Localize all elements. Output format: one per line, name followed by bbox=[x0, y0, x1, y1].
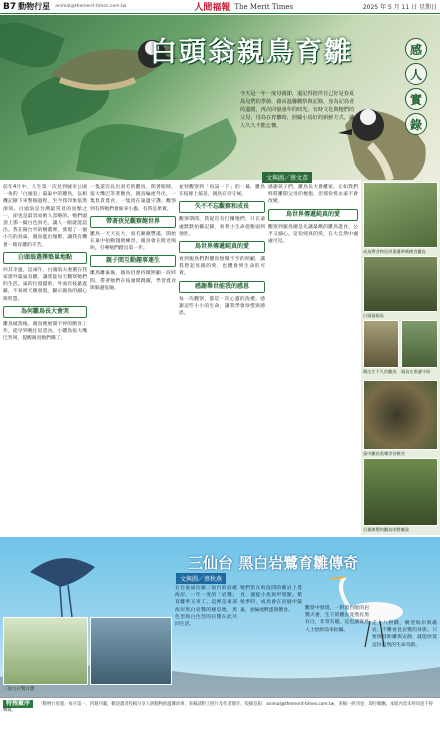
article-text: 觀察期間，我從沒有打擾牠們，只在遠處默默拍攝記錄，看著小生命從脆弱到強壯。 bbox=[179, 217, 265, 237]
subheading: 鳥世界傳遞純真的愛 bbox=[179, 241, 265, 253]
hero-title: 白頭翁親鳥育雛 bbox=[150, 37, 353, 68]
photo-parent-bird bbox=[363, 256, 438, 312]
article-text: 感謝孩子們，雛鳥長大會離家，正如我們終將離開父母的懷抱，但那份愛永遠不會改變。 bbox=[268, 185, 358, 205]
photo-hatchling bbox=[363, 320, 399, 368]
article-text: 看到親鳥們對雛鳥無微不至的照顧，讓我想起母親的愛，也體會到生命的可貴。 bbox=[179, 257, 265, 277]
article-text: 每一次觀察，都是一次心靈的洗禮。感謝這些小小的生命，讓我學會珍惜與感恩。 bbox=[179, 296, 265, 317]
section-email[interactable]: animal@themerit-times.com.tw bbox=[55, 4, 127, 9]
article-text: 雛鳥離巢後，親鳥仍會持續照顧一段時間，帶著牠們在枝頭間跳躍，學習覓食與躲避危險。 bbox=[90, 271, 176, 291]
page-footer bbox=[0, 697, 440, 735]
article-text: 前年4月中，人生第一次見到城市公園一角的「白頭翁」築巢中的雛鳥，以相機記錄下來整個過程，至今我印象依然深刻。白頭翁是台灣最常見的鳥類之一，卻也是最容易被人忽略的。牠們頭頂上那一撮白色羽毛，讓人一眼就能認出。我在陽台外的樹叢裡，發現了一個小巧的鳥巢，親鳥進出頻繁，讓我有機會一睹育雛的辛苦。 bbox=[3, 185, 87, 248]
subheading: 帶著孩兒觀察飽世界 bbox=[90, 216, 176, 228]
article2-title: 三仙台 黑白岩鷺育雛傳奇 bbox=[188, 554, 359, 572]
subheading: 感謝舉世能我的感恩 bbox=[179, 281, 265, 293]
section-number: B7 bbox=[3, 1, 17, 12]
article2-column-1 bbox=[175, 585, 237, 693]
article-text: 何其幸運，這兩年，白頭翁夫妻選在我家窗外築巢育雛，讓我能每天觀察牠們的生活。巢的位置隱密，外面有枝葉遮蔽，不易被天敵發現，顯示親鳥的細心與智慧。 bbox=[3, 267, 87, 302]
article-text: 一隻還沒長出羽毛的雛鳥，閉著眼睛，張大嘴巴等著餵食。親鳥輪流外出，一隻負責覓食，一隻留在巢邊守護。觀察到有時牠們會銜來小蟲，有時是果實。 bbox=[90, 185, 176, 212]
photo-heron-nest-2 bbox=[90, 617, 172, 685]
photo-fledgling bbox=[363, 458, 438, 526]
article2-column-3 bbox=[305, 605, 369, 693]
article2-column-4 bbox=[372, 620, 437, 693]
article1-column-4 bbox=[268, 184, 358, 536]
page-header bbox=[0, 0, 440, 14]
subheading: 鳥世界傳遞純真的愛 bbox=[268, 209, 358, 221]
photo-caption: 三仙台岩鷺育雛 bbox=[3, 687, 35, 692]
article-text: 雛鳥一天天長大，羽毛漸漸豐滿，開始在巢中拍動翅膀練習。親鳥會在附近鳴叫，引導牠們踏出第一步。 bbox=[90, 231, 176, 252]
subheading: 白頭翁選擇築巢地點 bbox=[3, 252, 87, 264]
hero-intro: 今天是一年一度母親節，還記得陪伴自己好是春夏鳥兒們的季節，藉由溫馨觀察與記錄，身為記鳥者的溫暖，再次回憶童年的時光。有時文化與牠們的父母，母鳥在育雛時，照顧小鳥好的新鮮方式，讓人久久不能忘懷。 bbox=[240, 91, 355, 129]
section-name: 動物行星 bbox=[18, 2, 51, 11]
badge-char-2: 人 bbox=[405, 63, 427, 85]
photo-parent-feeding bbox=[363, 182, 438, 248]
subheading: 為何雛鳥長大會哭 bbox=[3, 306, 87, 318]
badge-char-1: 感 bbox=[405, 38, 427, 60]
badge-char-3: 實 bbox=[405, 88, 427, 110]
photo-sidebar bbox=[361, 180, 440, 535]
article2-column-2 bbox=[240, 585, 302, 693]
article-text: 觀察到親鳥總是先讓最餓的雛鳥進食，公平又細心。這份純真的愛，在大自然中處處可見。 bbox=[268, 224, 358, 245]
footer-tag: 特搜廠序 bbox=[3, 700, 33, 708]
article2-author: 文與圖／蔡秋燕 bbox=[176, 573, 226, 584]
article1-column-3 bbox=[179, 184, 265, 536]
article-text: 雛鳥破殼後，親鳥便展開不停的餵食工作，從早到晚往返覓食。小雛鳥張大嘴巴哭叫，提醒親鳥牠們餓了。 bbox=[3, 321, 87, 342]
photo-caption: 親鳥在巢邊守候 bbox=[401, 369, 431, 374]
footer-text: 「動物行星版」每月第一、四週刊載，歡迎讀者投稿分享人與動物的溫馨故事，來稿請附上照片及作者簡介。投稿信箱：animal@themerit-times.com.tw，來稿一經刊登，即付稿酬。本版內容未經同意不得轉載。 bbox=[3, 702, 433, 713]
article-text: 觀察中發現，一對黑白配的岩鷺夫妻，生下的雛鳥竟然有黑有白，非常有趣。這也讓賞鳥人士紛紛前來拍攝。 bbox=[305, 606, 369, 633]
newspaper-logo: 人間福報 bbox=[194, 3, 231, 13]
photo-caption: 羽翼漸豐的雛鳥即將離巢 bbox=[363, 527, 410, 532]
newspaper-logo-en: The Merit Times bbox=[234, 2, 294, 11]
photo-caption: 白頭翁親鳥 bbox=[363, 313, 384, 318]
photo-nestlings bbox=[363, 380, 438, 450]
issue-date: 2025 年 5 月 11 日 星期日 bbox=[362, 4, 437, 11]
photo-caption: 剛出生不久的雛鳥 bbox=[363, 369, 397, 374]
article-text: 牠們常在海浪間的礁岩上覓食，捕捉小魚與甲殼類。繁殖季時，成鳥會在岩縫中築巢，並輪流孵蛋與餵食。 bbox=[240, 586, 302, 613]
photo-caption: 巢中雛鳥張嘴等待餵食 bbox=[363, 451, 405, 456]
article-text: 在台東成功鎮三仙台的岩礁海岸，一年一度的「岩鷺」育雛季又來了。這裡是東部海岸黑白岩鷺的棲息地，黑色型與白色型的岩鷺在此共同生活。 bbox=[175, 586, 237, 628]
badge-char-4: 錄 bbox=[405, 113, 427, 135]
subheading: 失不不忘觀察和成長 bbox=[179, 201, 265, 213]
photo-caption: 成鳥帶食物回到巢邊準備餵食雛鳥 bbox=[363, 249, 426, 254]
article1-column-1 bbox=[3, 184, 87, 536]
photo-parent-guarding bbox=[401, 320, 438, 368]
article-text: 並特觀察到「再試一下」的一幕，雛鳥在枝條上搖晃，親鳥在旁守候。 bbox=[179, 185, 265, 198]
subheading: 親子間互動趣事連生 bbox=[90, 255, 176, 267]
photo-heron-nest-1 bbox=[3, 617, 88, 685]
hero-author: 文與圖／蔡文彥 bbox=[262, 172, 312, 183]
article1-column-2 bbox=[90, 184, 176, 536]
article-text: 走上八拱橋，眺望海岸與礁岩，不難看見岩鷺的身影。只要保持距離與安靜，就能欣賞這份自然的生命奇蹟。 bbox=[372, 621, 437, 648]
